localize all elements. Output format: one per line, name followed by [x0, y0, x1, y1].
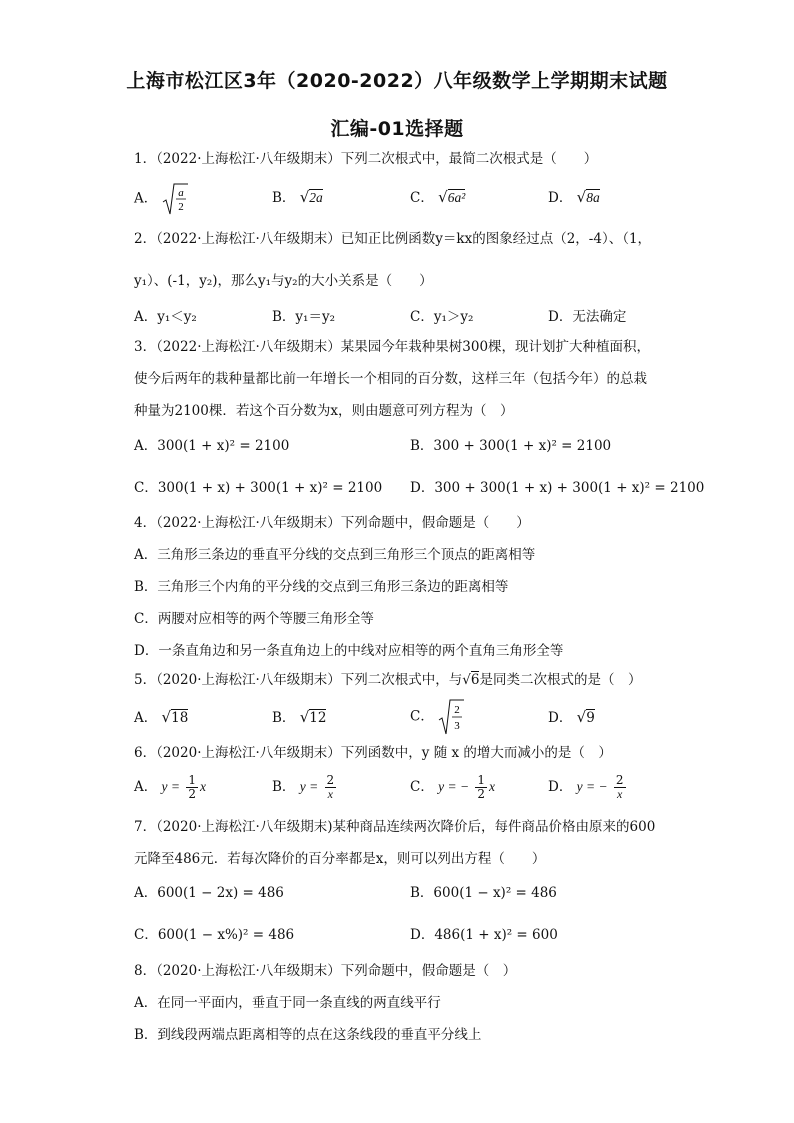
q1-c-label: C．: [410, 190, 434, 206]
q5-option-b: B． √12: [272, 708, 327, 726]
q5-d-radicand: 9: [586, 710, 595, 726]
q6-a-lhs: y =: [161, 779, 181, 794]
q6-b-den: x: [327, 787, 333, 801]
q4-option-d: D．一条直角边和另一条直角边上的中线对应相等的两个直角三角形全等: [134, 643, 564, 659]
q6-a-den: 2: [188, 787, 196, 801]
q1-a-num: a: [177, 187, 184, 199]
q6-a-fraction: [186, 774, 198, 801]
q1-d-radicand: 8a: [586, 190, 600, 205]
q6-b-fraction: [325, 774, 337, 801]
q6-option-b: [272, 774, 338, 801]
q5-c-num: 2: [454, 704, 460, 716]
q6-c-den: 2: [477, 787, 486, 801]
q6-option-a: [134, 774, 206, 801]
q5-option-c: [410, 698, 464, 736]
q5-stem: 5．（2020·上海松江·八年级期末）下列二次根式中，与√6是同类二次根式的是（ ）: [134, 672, 642, 688]
q6-option-d: [548, 774, 628, 801]
q6-d-lhs: y = −: [576, 779, 608, 794]
q1-option-b: B． √2a: [272, 188, 323, 206]
q6-b-label: B．: [272, 779, 296, 795]
q8-option-a: A．在同一平面内，垂直于同一条直线的两直线平行: [134, 995, 441, 1011]
q1-option-d: D． √8a: [548, 188, 600, 206]
q1-b-radicand: 2a: [309, 190, 323, 205]
q3-stem-line1: 3．（2022·上海松江·八年级期末）某果园今年栽种果树300棵，现计划扩大种植面积，: [134, 339, 651, 355]
q1-b-label: B．: [272, 190, 296, 206]
q2-option-a: A．y₁＜y₂: [134, 309, 197, 325]
q5-c-label: C．: [410, 708, 434, 725]
q5-b-radicand: 12: [309, 710, 327, 726]
q6-b-lhs: y =: [299, 779, 319, 794]
q5-option-d: D． √9: [548, 708, 595, 726]
q4-stem: 4．（2022·上海松江·八年级期末）下列命题中，假命题是（ ）: [134, 515, 530, 531]
q6-d-den: x: [617, 787, 623, 801]
q7-stem-line1: 7．（2020·上海松江·八年级期末)某种商品连续两次降价后，每件商品价格由原来的600: [134, 819, 656, 835]
q1-option-a: [134, 182, 188, 216]
document-title-line1: 上海市松江区3年（2020-2022）八年级数学上学期期末试题: [126, 70, 668, 92]
q6-c-lhs: y = −: [438, 779, 470, 794]
q7-option-d: D．486(1 + x)² = 600: [410, 927, 558, 943]
q3-option-d: D．300 + 300(1 + x) + 300(1 + x)² = 2100: [410, 480, 705, 496]
q1-option-c: C． √6a²: [410, 188, 466, 206]
q3-option-a: A．300(1 + x)² = 2100: [134, 438, 290, 454]
q6-a-num: 1: [188, 773, 196, 787]
q5-c-den: 3: [454, 720, 460, 732]
q6-d-label: D．: [548, 779, 573, 795]
q5-b-label: B．: [272, 710, 296, 726]
q7-option-a: A．600(1 − 2x) = 486: [134, 885, 284, 901]
q1-a-den: 2: [177, 201, 184, 213]
q2-option-d: D．无法确定: [548, 309, 627, 325]
q2-option-c: C．y₁＞y₂: [410, 309, 474, 325]
q3-option-c: C．300(1 + x) + 300(1 + x)² = 2100: [134, 480, 383, 496]
q6-c-label: C．: [410, 779, 434, 795]
q6-d-num: 2: [615, 773, 624, 787]
q6-c-fraction: [475, 774, 487, 801]
q5-stem-post: 是同类二次根式的是（ ）: [479, 672, 642, 688]
q1-a-label: A．: [134, 190, 158, 207]
q5-a-label: A．: [134, 710, 158, 726]
q1-stem: 1．（2022·上海松江·八年级期末）下列二次根式中，最简二次根式是（ ）: [134, 151, 598, 167]
q8-option-b: B．到线段两端点距离相等的点在这条线段的垂直平分线上: [134, 1027, 482, 1043]
q1-c-radicand: 6a²: [447, 190, 466, 205]
q5-option-a: A． √18: [134, 708, 189, 726]
q2-option-b: B．y₁＝y₂: [272, 309, 335, 325]
q7-option-c: C．600(1 − x%)² = 486: [134, 927, 295, 943]
q6-b-num: 2: [326, 773, 335, 787]
sqrt-icon: [438, 698, 464, 736]
q2-stem-line2: y₁）、(-1，y₂)，那么y₁与y₂的大小关系是（ ）: [134, 273, 433, 289]
q2-stem-line1: 2．（2022·上海松江·八年级期末）已知正比例函数y＝kx的图象经过点（2，-4）、（1，: [134, 231, 652, 247]
sqrt-icon: [162, 182, 188, 216]
q8-stem: 8．（2020·上海松江·八年级期末）下列命题中，假命题是（ ）: [134, 963, 517, 979]
q6-a-tail: x: [199, 779, 206, 794]
q6-a-label: A．: [134, 779, 158, 795]
q7-option-b: B．600(1 − x)² = 486: [410, 885, 557, 901]
q7-stem-line2: 元降至486元．若每次降价的百分率都是x，则可以列出方程（ ）: [134, 851, 546, 867]
q5-d-label: D．: [548, 710, 573, 726]
q3-stem-line3: 种量为2100棵．若这个百分数为x，则由题意可列方程为（ ）: [134, 403, 514, 419]
q4-option-b: B．三角形三个内角的平分线的交点到三角形三条边的距离相等: [134, 579, 509, 595]
q6-stem: 6．（2020·上海松江·八年级期末）下列函数中，y 随 x 的增大而减小的是（ ）: [134, 745, 612, 761]
q3-option-b: B．300 + 300(1 + x)² = 2100: [410, 438, 612, 454]
q5-stem-radicand: 6: [470, 672, 480, 688]
q6-option-c: [410, 774, 495, 801]
q5-a-radicand: 18: [171, 710, 189, 726]
q6-c-tail: x: [489, 779, 496, 794]
q3-stem-line2: 使今后两年的栽种量都比前一年增长一个相同的百分数，这样三年（包括今年）的总栽: [134, 371, 647, 387]
q6-c-num: 1: [477, 773, 486, 787]
q4-option-a: A．三角形三条边的垂直平分线的交点到三角形三个顶点的距离相等: [134, 547, 536, 563]
q5-stem-pre: 5．（2020·上海松江·八年级期末）下列二次根式中，与: [134, 672, 463, 688]
q6-d-fraction: [614, 774, 626, 801]
q1-d-label: D．: [548, 190, 573, 206]
document-title-line2: 汇编-01选择题: [330, 118, 464, 140]
q4-option-c: C．两腰对应相等的两个等腰三角形全等: [134, 611, 374, 627]
